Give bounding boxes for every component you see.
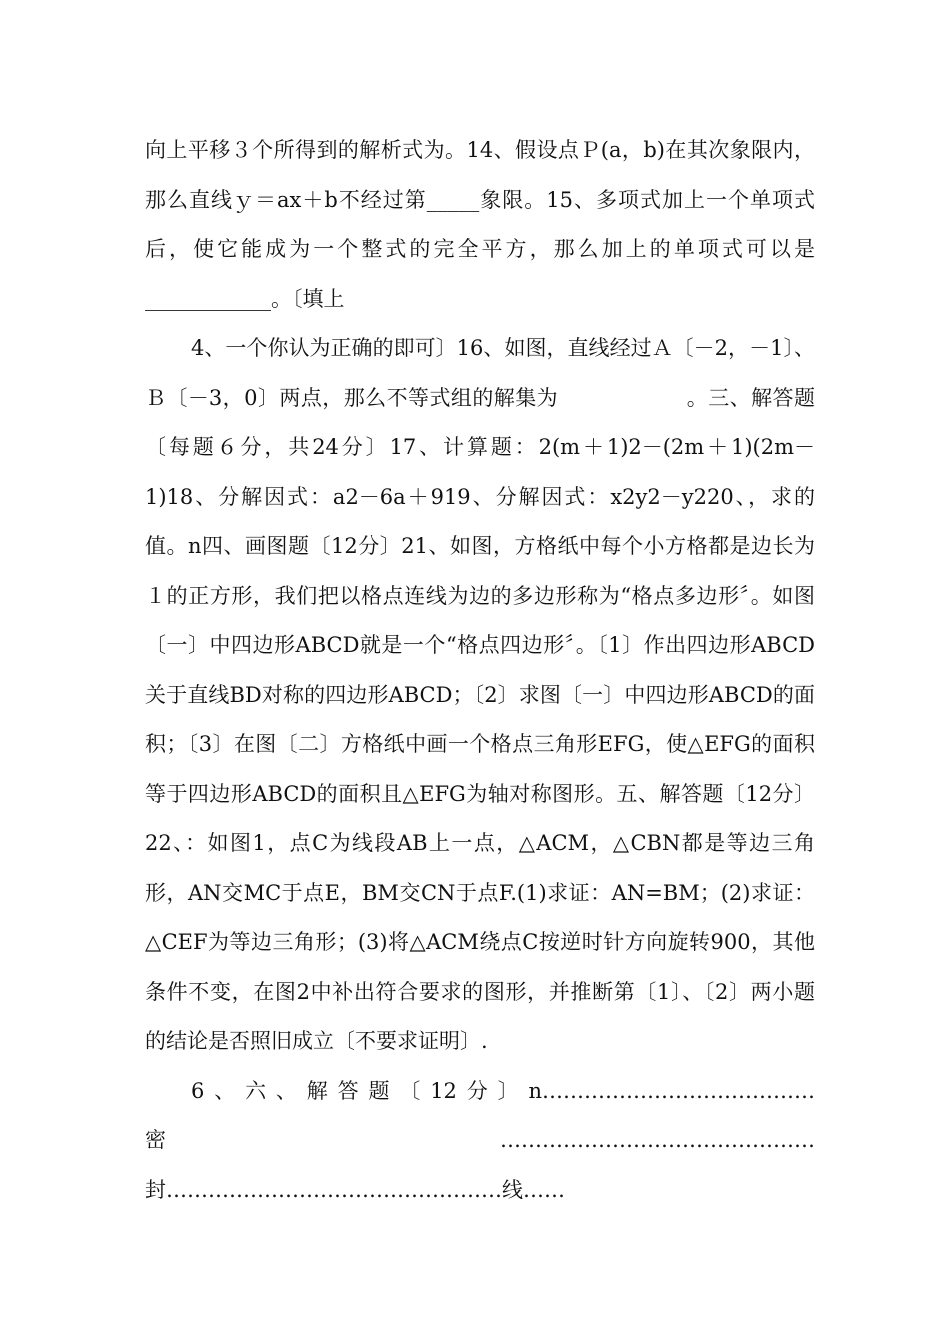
paragraph-3: 6、六、解答题〔12分〕n…………………………………密………………………………………封…………………………………………线…… xyxy=(145,1078,815,1202)
document-page xyxy=(145,126,815,1215)
paragraph-2: 4、一个你认为正确的即可〕16、如图，直线经过Ａ〔－2，－1〕、Ｂ〔－3，0〕两点，那么不等式组的解集为 。三、解答题〔每题６分，共24分〕17、计算题：2(m＋1)2－(2m＋1)(2m－1)18、分解因式：a2－6a＋919、分解因式：x2y2－y220、，求的值。n四、画图题〔12分〕21、如图，方格纸中每个小方格都是边长为１的正方形，我们把以格点连线为边的多边形称为“格点多边形〞。如图〔一〕中四边形ABCD就是一个“格点四边形〞。〔1〕作出四边形ABCD关于直线BD对称的四边形ABCD；〔2〕求图〔一〕中四边形ABCD的面积；〔3〕在图〔二〕方格纸中画一个格点三角形EFG，使△EFG的面积等于四边形ABCD的面积且△EFG为轴对称图形。五、解答题〔12分〕22、：如图1，点C为线段AB上一点，△ACM，△CBN都是等边三角形，AN交MC于点E，BM交CN于点F.(1)求证：AN=BM；(2)求证：△CEF为等边三角形；(3)将△ACM绕点C按逆时针方向旋转900，其他条件不变，在图2中补出符合要求的图形，并推断第〔1〕、〔2〕两小题的结论是否照旧成立〔不要求证明〕. xyxy=(145,336,815,1053)
paragraph-1: 向上平移３个所得到的解析式为。14、假设点Ｐ(a，b)在其次象限内，那么直线ｙ＝ax＋b不经过第_____象限。15、多项式加上一个单项式后，使它能成为一个整式的完全平方，那么加上的单项式可以是____________。〔填上 xyxy=(145,138,815,311)
